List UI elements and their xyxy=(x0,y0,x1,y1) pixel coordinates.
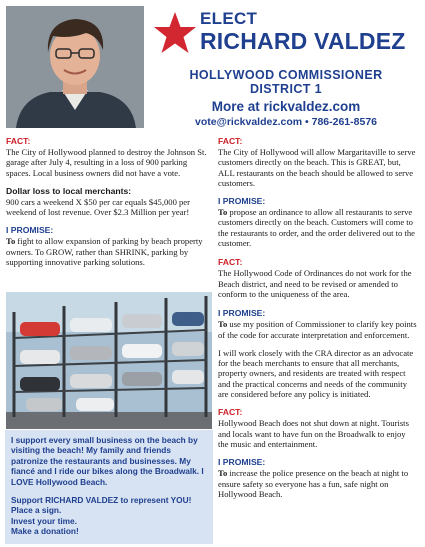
promise-body: propose an ordinance to allow all restaurants to serve customers directly on the beach. Customers will come to the restaurants to order, and the order delivered out to the customer. xyxy=(218,207,416,249)
promise-body: use my position of Commissioner to clarify key points of the code for accurate interpretation and enforcement. xyxy=(218,319,417,340)
donation-line: Make a donation! xyxy=(11,526,79,537)
promise-lead: To xyxy=(218,207,228,218)
parking-garage-image xyxy=(6,292,212,429)
invest-time-line: Invest your time. xyxy=(11,515,77,526)
elect-heading: ELECT xyxy=(200,9,258,28)
promise-body: increase the police presence on the beach at night to ensure safety so everyone has a fun, safe night on Hollywood Beach. xyxy=(218,468,409,499)
fact-label: FACT: xyxy=(218,407,243,418)
office-title: HOLLYWOOD COMMISSIONER xyxy=(189,68,383,82)
left-column xyxy=(6,136,208,267)
fact-label: FACT: xyxy=(6,136,31,146)
promise-text-restaurants xyxy=(218,207,418,248)
promise-text-parking xyxy=(6,236,208,267)
promise-lead: To xyxy=(218,468,228,479)
cra-paragraph: I will work closely with the CRA director as an advocate for the beach merchants to ensure that all merchants, property owners, and residents are treated with respect and the practical concerns and needs of the community are considered before any policy is initiated. xyxy=(218,347,414,400)
place-sign-line: Place a sign. xyxy=(11,505,62,516)
parking-garage-photo xyxy=(6,292,212,429)
promise-lead: To xyxy=(218,319,228,330)
loss-heading: Dollar loss to local merchants: xyxy=(6,185,132,196)
support-callout xyxy=(5,430,213,544)
fact-text-margaritaville: The City of Hollywood will allow Margaritaville to serve customers directly on the beach. This is GREAT, but, ALL restaurants on the beach should be allowed to serve customers. xyxy=(218,147,416,188)
loss-text: 900 cars a weekend X $50 per car equals $45,000 per weekend of lost revenue. Over $2.3 Million per year! xyxy=(6,196,190,218)
fact-text-night: Hollywood Beach does not shut down at night. Tourists and locals want to have fun on the Broadwalk to enjoy the music and entertainment. xyxy=(218,418,409,449)
promise-label: I PROMISE: xyxy=(218,457,266,468)
right-column xyxy=(218,136,418,499)
promise-label: I PROMISE: xyxy=(218,196,266,207)
fact-text-parking: The City of Hollywood planned to destroy the Johnson St. garage after July 4, resulting in a loss of 900 parking spaces. Local business owners did not have a vote. xyxy=(6,147,207,178)
promise-label: I PROMISE: xyxy=(6,225,54,236)
star-icon xyxy=(152,10,198,56)
support-paragraph: I support every small business on the beach by visiting the beach! My family and friends patronize the restaurants and businesses. My fiancé and I ride our bikes along the Broadwalk. I LOVE Hollywood Beach. xyxy=(11,435,204,487)
promise-text-police xyxy=(218,468,418,499)
fact-label: FACT: xyxy=(218,136,243,146)
promise-label: I PROMISE: xyxy=(218,308,266,319)
promise-body: fight to allow expansion of parking by beach property owners. To GROW, rather than SHRINK, parking by supporting innovative parking solutions. xyxy=(6,236,203,268)
fact-label: FACT: xyxy=(218,257,243,268)
district-title: DISTRICT 1 xyxy=(249,82,323,96)
candidate-name: RICHARD VALDEZ xyxy=(200,28,406,54)
contact-line: vote@rickvaldez.com • 786-261-8576 xyxy=(194,116,378,128)
candidate-photo xyxy=(6,6,144,128)
fact-text-ordinances: The Hollywood Code of Ordinances do not work for the Beach district, and need to be revised or amended to conform to the uniqueness of the area. xyxy=(218,268,412,299)
support-call-line: Support RICHARD VALDEZ to represent YOU! xyxy=(11,495,192,506)
campaign-header xyxy=(0,0,425,133)
candidate-portrait-image xyxy=(6,6,144,128)
promise-text-code xyxy=(218,319,418,340)
website-line: More at rickvaldez.com xyxy=(211,99,361,114)
promise-lead: To xyxy=(6,236,16,247)
